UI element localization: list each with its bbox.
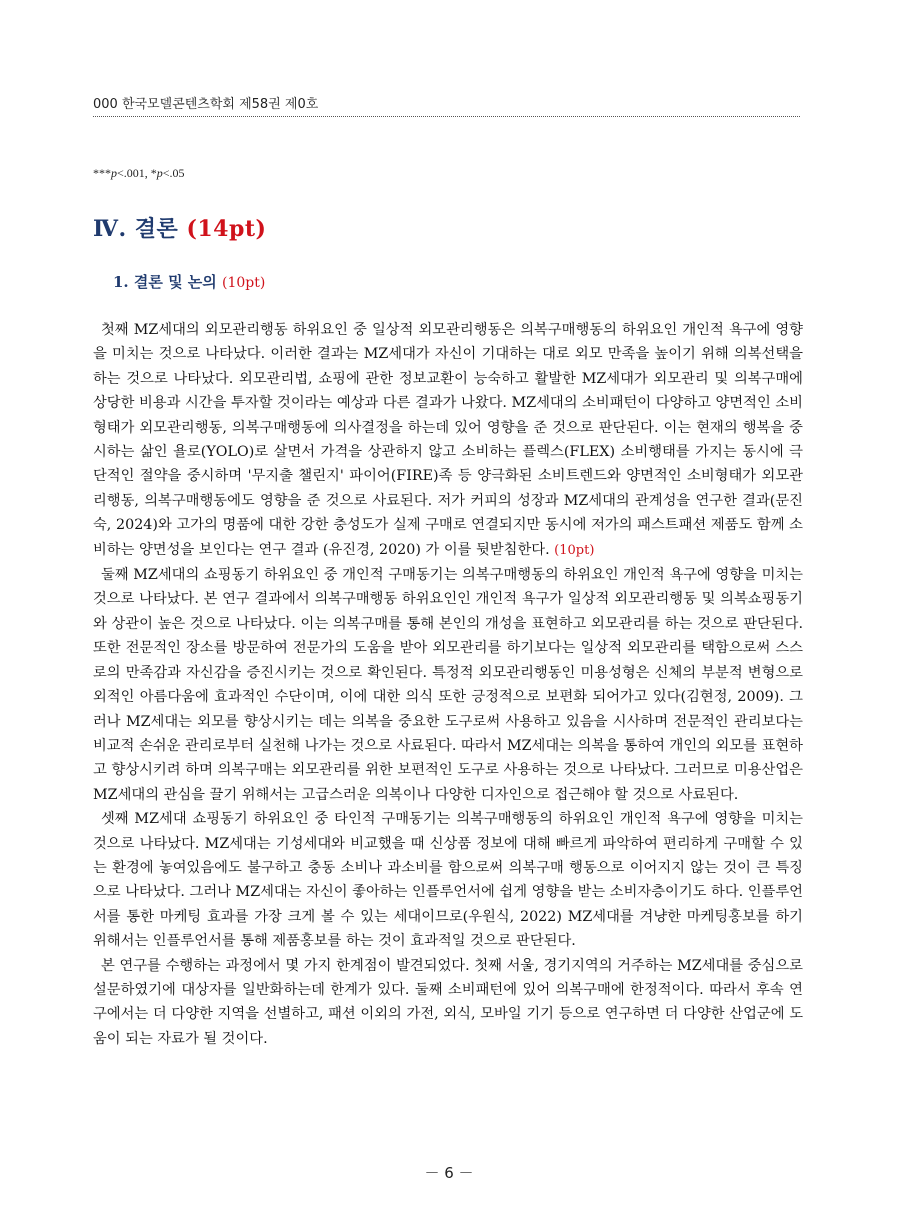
note-stars-1: ***: [93, 166, 111, 180]
subsection-heading: [113, 271, 265, 292]
running-header: 000 한국모델콘텐츠학회 제58권 제0호: [93, 93, 800, 117]
paragraph-1-size-note: (10pt): [554, 542, 595, 558]
note-stars-2: *: [150, 166, 157, 180]
significance-note: [93, 166, 185, 181]
body-text: [93, 318, 803, 1051]
paragraph-3: 셋째 MZ세대 쇼핑동기 하위요인 중 타인적 구매동기는 의복구매행동의 하위요인 개인적 욕구에 영향을 미치는 것으로 나타났다. MZ세대는 기성세대와 비교했을 때 신상품 정보에 대해 빠르게 파악하여 편리하게 구매할 수 있는 환경에 놓여있음에도 불구하고 충동 소비나 과소비를 함으로써 의복구매 행동으로 이어지지 않는 것이 큰 특징으로 나타났다. 그러나 MZ세대는 자신이 좋아하는 인플루언서에 쉽게 영향을 받는 소비자층이기도 하다. 인플루언서를 통한 마케팅 효과를 가장 크게 볼 수 있는 세대이므로(우원식, 2022) MZ세대를 겨냥한 마케팅홍보를 하기 위해서는 인플루언서를 통해 제품홍보를 하는 것이 효과적일 것으로 판단된다.: [93, 811, 803, 950]
section-size-note: (14pt): [186, 216, 267, 242]
subsection-size-note: (10pt): [222, 275, 266, 291]
paragraph-1-text: 첫째 MZ세대의 외모관리행동 하위요인 중 일상적 외모관리행동은 의복구매행동의 하위요인 개인적 욕구에 영향을 미치는 것으로 나타났다. 이러한 결과는 MZ세대가 자신이 기대하는 대로 외모 만족을 높이기 위해 의복선택을 하는 것으로 나타났다. 외모관리법, 쇼핑에 관한 정보교환이 능숙하고 활발한 MZ세대가 외모관리 및 의복구매에 상당한 비용과 시간을 투자할 것이라는 예상과 다른 결과가 나왔다. MZ세대의 소비패턴이 다양하고 양면적인 소비 형태가 외모관리행동, 의복구매행동에 의사결정을 하는데 있어 영향을 준 것으로 판단된다. 이는 현재의 행복을 중시하는 삶인 욜로(YOLO)로 살면서 가격을 상관하지 않고 소비하는 플렉스(FLEX) 소비행태를 가지는 동시에 극단적인 절약을 중시하며 '무지출 챌린지' 파이어(FIRE)족 등 양극화된 소비트렌드와 양면적인 소비형태가 외모관리행동, 의복구매행동에도 영향을 준 것으로 사료된다. 저가 커피의 성장과 MZ세대의 관계성을 연구한 결과(문진숙, 2024)와 고가의 명품에 대한 강한 충성도가 실제 구매로 연결되지만 동시에 저가의 패스트패션 제품도 함께 소비하는 양면성을 보인다는 연구 결과 (유진경, 2020) 가 이를 뒷받침한다.: [93, 322, 803, 558]
section-heading: [93, 212, 266, 243]
note-rest-1: <.001,: [117, 166, 151, 180]
paragraph-1: [93, 318, 803, 563]
note-p-1: p: [111, 166, 117, 180]
note-p-2: p: [156, 166, 163, 180]
paragraph-4: 본 연구를 수행하는 과정에서 몇 가지 한계점이 발견되었다. 첫째 서울, 경기지역의 거주하는 MZ세대를 중심으로 설문하였기에 대상자를 일반화하는데 한계가 있다. 둘째 소비패턴에 있어 의복구매에 한정적이다. 따라서 후속 연구에서는 더 다양한 지역을 선별하고, 패션 이외의 가전, 외식, 모바일 기기 등으로 연구하면 더 다양한 산업군에 도움이 되는 자료가 될 것이다.: [93, 957, 803, 1047]
note-rest-2: <.05: [162, 166, 185, 180]
section-title: Ⅳ. 결론: [93, 216, 187, 242]
paragraph-2: 둘째 MZ세대의 쇼핑동기 하위요인 중 개인적 구매동기는 의복구매행동의 하위요인 개인적 욕구에 영향을 미치는 것으로 나타났다. 본 연구 결과에서 의복구매행동 하위요인인 개인적 욕구가 일상적 외모관리행동 및 의복쇼핑동기와 상관이 높은 것으로 나타났다. 이는 의복구매를 통해 본인의 개성을 표현하고 외모관리를 하는 것으로 판단된다. 또한 전문적인 장소를 방문하여 전문가의 도움을 받아 외모관리를 하기보다는 일상적 외모관리를 택함으로써 스스로의 만족감과 자신감을 증진시키는 것으로 확인된다. 특정적 외모관리행동인 미용성형은 신체의 부분적 변형으로 외적인 아름다움에 효과적인 수단이며, 이에 대한 의식 또한 긍정적으로 보편화 되어가고 있다(김현정, 2009). 그러나 MZ세대는 외모를 향상시키는 데는 의복을 중요한 도구로써 사용하고 있음을 시사하며 전문적인 관리보다는 비교적 손쉬운 관리로부터 실천해 나가는 것으로 사료된다. 따라서 MZ세대는 의복을 통하여 개인의 외모를 표현하고 향상시키려 하며 의복구매는 외모관리를 위한 보편적인 도구로 사용하는 것으로 나타났다. 그러므로 미용산업은 MZ세대의 관심을 끌기 위해서는 고급스러운 의복이나 다양한 디자인으로 접근해야 할 것으로 사료된다.: [93, 567, 803, 803]
page-number: － 6 －: [424, 1164, 474, 1182]
subsection-title: 1. 결론 및 논의: [113, 273, 222, 291]
